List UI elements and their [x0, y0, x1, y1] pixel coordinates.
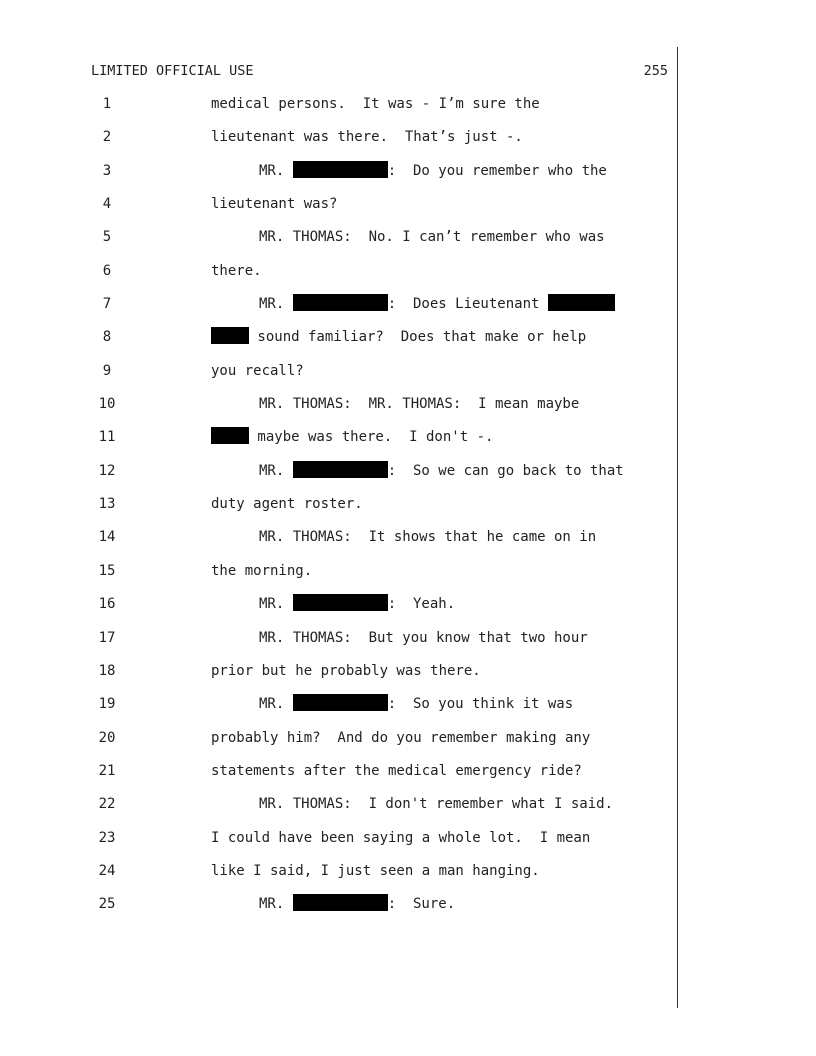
line-text: [259, 527, 596, 547]
line-text: [259, 794, 613, 814]
line-text: [211, 561, 312, 581]
line-text: [259, 461, 624, 481]
line-text: [211, 661, 481, 681]
line-number: 24: [98, 862, 116, 879]
line-text: [211, 327, 586, 347]
transcript-line: [0, 828, 677, 861]
line-text-segment: lieutenant was?: [211, 196, 338, 213]
line-text: [259, 394, 579, 414]
line-text-segment: MR.: [259, 162, 293, 179]
line-number: 6: [102, 262, 112, 279]
transcript-line: [0, 628, 677, 661]
transcript-line: [0, 127, 677, 160]
line-text-segment: maybe was there. I don't -.: [249, 429, 494, 446]
line-text: [211, 861, 540, 881]
transcript-line: [0, 527, 677, 560]
line-number: 14: [98, 529, 116, 546]
page-number: 255: [643, 63, 668, 79]
transcript-line: [0, 361, 677, 394]
line-text-segment: probably him? And do you remember making any: [211, 729, 591, 746]
line-text-segment: MR. THOMAS: It shows that he came on in: [259, 529, 597, 546]
line-text-segment: : Do you remember who the: [387, 162, 607, 179]
redaction-block: [293, 161, 388, 178]
transcript-line: [0, 561, 677, 594]
line-text-segment: duty agent roster.: [211, 496, 363, 513]
line-number: 21: [98, 762, 116, 779]
transcript-line: [0, 394, 677, 427]
line-text-segment: : Yeah.: [387, 596, 456, 613]
line-text-segment: MR.: [259, 896, 293, 913]
line-text-segment: MR. THOMAS: No. I can’t remember who was: [259, 229, 605, 246]
line-text: [211, 127, 523, 147]
line-text-segment: : So we can go back to that: [387, 462, 624, 479]
line-number: 25: [98, 896, 116, 913]
line-number: 15: [98, 562, 116, 579]
line-number: 19: [98, 696, 116, 713]
line-text: [259, 294, 615, 314]
line-text-segment: prior but he probably was there.: [211, 662, 481, 679]
classification-label: LIMITED OFFICIAL USE: [91, 63, 254, 79]
transcript-line: [0, 694, 677, 727]
line-text: [211, 828, 590, 848]
line-text-segment: you recall?: [211, 362, 304, 379]
redaction-block: [293, 294, 388, 311]
redaction-block: [211, 427, 249, 444]
transcript-line: [0, 494, 677, 527]
line-number: 13: [98, 496, 116, 513]
line-text: [259, 227, 605, 247]
line-text: [211, 728, 590, 748]
line-text-segment: MR.: [259, 462, 293, 479]
line-text-segment: MR.: [259, 596, 293, 613]
line-text-segment: lieutenant was there. That’s just -.: [211, 129, 523, 146]
line-text: [211, 361, 304, 381]
redaction-block: [548, 294, 615, 311]
line-text: [211, 761, 582, 781]
redaction-block: [211, 327, 249, 344]
redaction-block: [293, 894, 388, 911]
line-text-segment: like I said, I just seen a man hanging.: [211, 862, 540, 879]
redaction-block: [293, 461, 388, 478]
line-text: [211, 261, 262, 281]
line-text: [211, 494, 363, 514]
transcript-line: [0, 327, 677, 360]
redaction-block: [293, 594, 388, 611]
line-text-segment: : Sure.: [387, 896, 456, 913]
line-text: [211, 94, 540, 114]
transcript-line: [0, 294, 677, 327]
line-text-segment: MR. THOMAS: I don't remember what I said.: [259, 796, 614, 813]
transcript-line: [0, 94, 677, 127]
line-number: 11: [98, 429, 116, 446]
line-text-segment: MR.: [259, 696, 293, 713]
line-number: 7: [102, 296, 112, 313]
line-number: 2: [102, 129, 112, 146]
line-text-segment: MR. THOMAS: MR. THOMAS: I mean maybe: [259, 396, 580, 413]
line-number: 22: [98, 796, 116, 813]
transcript-line: [0, 894, 677, 927]
line-number: 1: [102, 96, 112, 112]
line-text: [259, 694, 573, 714]
line-number: 17: [98, 629, 116, 646]
redaction-block: [293, 694, 388, 711]
line-text-segment: sound familiar? Does that make or help: [249, 329, 587, 346]
line-text: [259, 161, 607, 181]
line-text-segment: : Does Lieutenant: [387, 296, 548, 313]
line-number: 4: [102, 196, 112, 213]
transcript-line: [0, 728, 677, 761]
line-number: 18: [98, 662, 116, 679]
line-number: 5: [102, 229, 112, 246]
line-text: [211, 194, 337, 214]
line-text-segment: I could have been saying a whole lot. I mean: [211, 829, 591, 846]
transcript-line: [0, 794, 677, 827]
line-number: 9: [102, 362, 112, 379]
line-number: 20: [98, 729, 116, 746]
line-number: 16: [98, 596, 116, 613]
line-text-segment: MR.: [259, 296, 293, 313]
line-text-segment: statements after the medical emergency ride?: [211, 762, 582, 779]
line-text-segment: : So you think it was: [387, 696, 574, 713]
line-text-segment: medical persons. It was - I’m sure the: [211, 96, 540, 112]
transcript-line: [0, 261, 677, 294]
page-header: [91, 62, 668, 80]
line-number: 12: [98, 462, 116, 479]
line-text: [259, 628, 588, 648]
right-margin-rule: [677, 47, 678, 1008]
line-number: 10: [98, 396, 116, 413]
transcript-line: [0, 427, 677, 460]
transcript-line: [0, 194, 677, 227]
line-text-segment: MR. THOMAS: But you know that two hour: [259, 629, 588, 646]
transcript-line: [0, 161, 677, 194]
line-text-segment: the morning.: [211, 562, 313, 579]
transcript-line: [0, 861, 677, 894]
transcript-line: [0, 594, 677, 627]
transcript-line: [0, 227, 677, 260]
line-text: [211, 427, 493, 447]
transcript-lines: [0, 94, 677, 928]
line-number: 3: [102, 162, 112, 179]
line-number: 23: [98, 829, 116, 846]
line-text: [259, 894, 455, 914]
transcript-line: [0, 661, 677, 694]
line-text-segment: there.: [211, 262, 262, 279]
transcript-line: [0, 761, 677, 794]
transcript-line: [0, 461, 677, 494]
line-number: 8: [102, 329, 112, 346]
line-text: [259, 594, 455, 614]
